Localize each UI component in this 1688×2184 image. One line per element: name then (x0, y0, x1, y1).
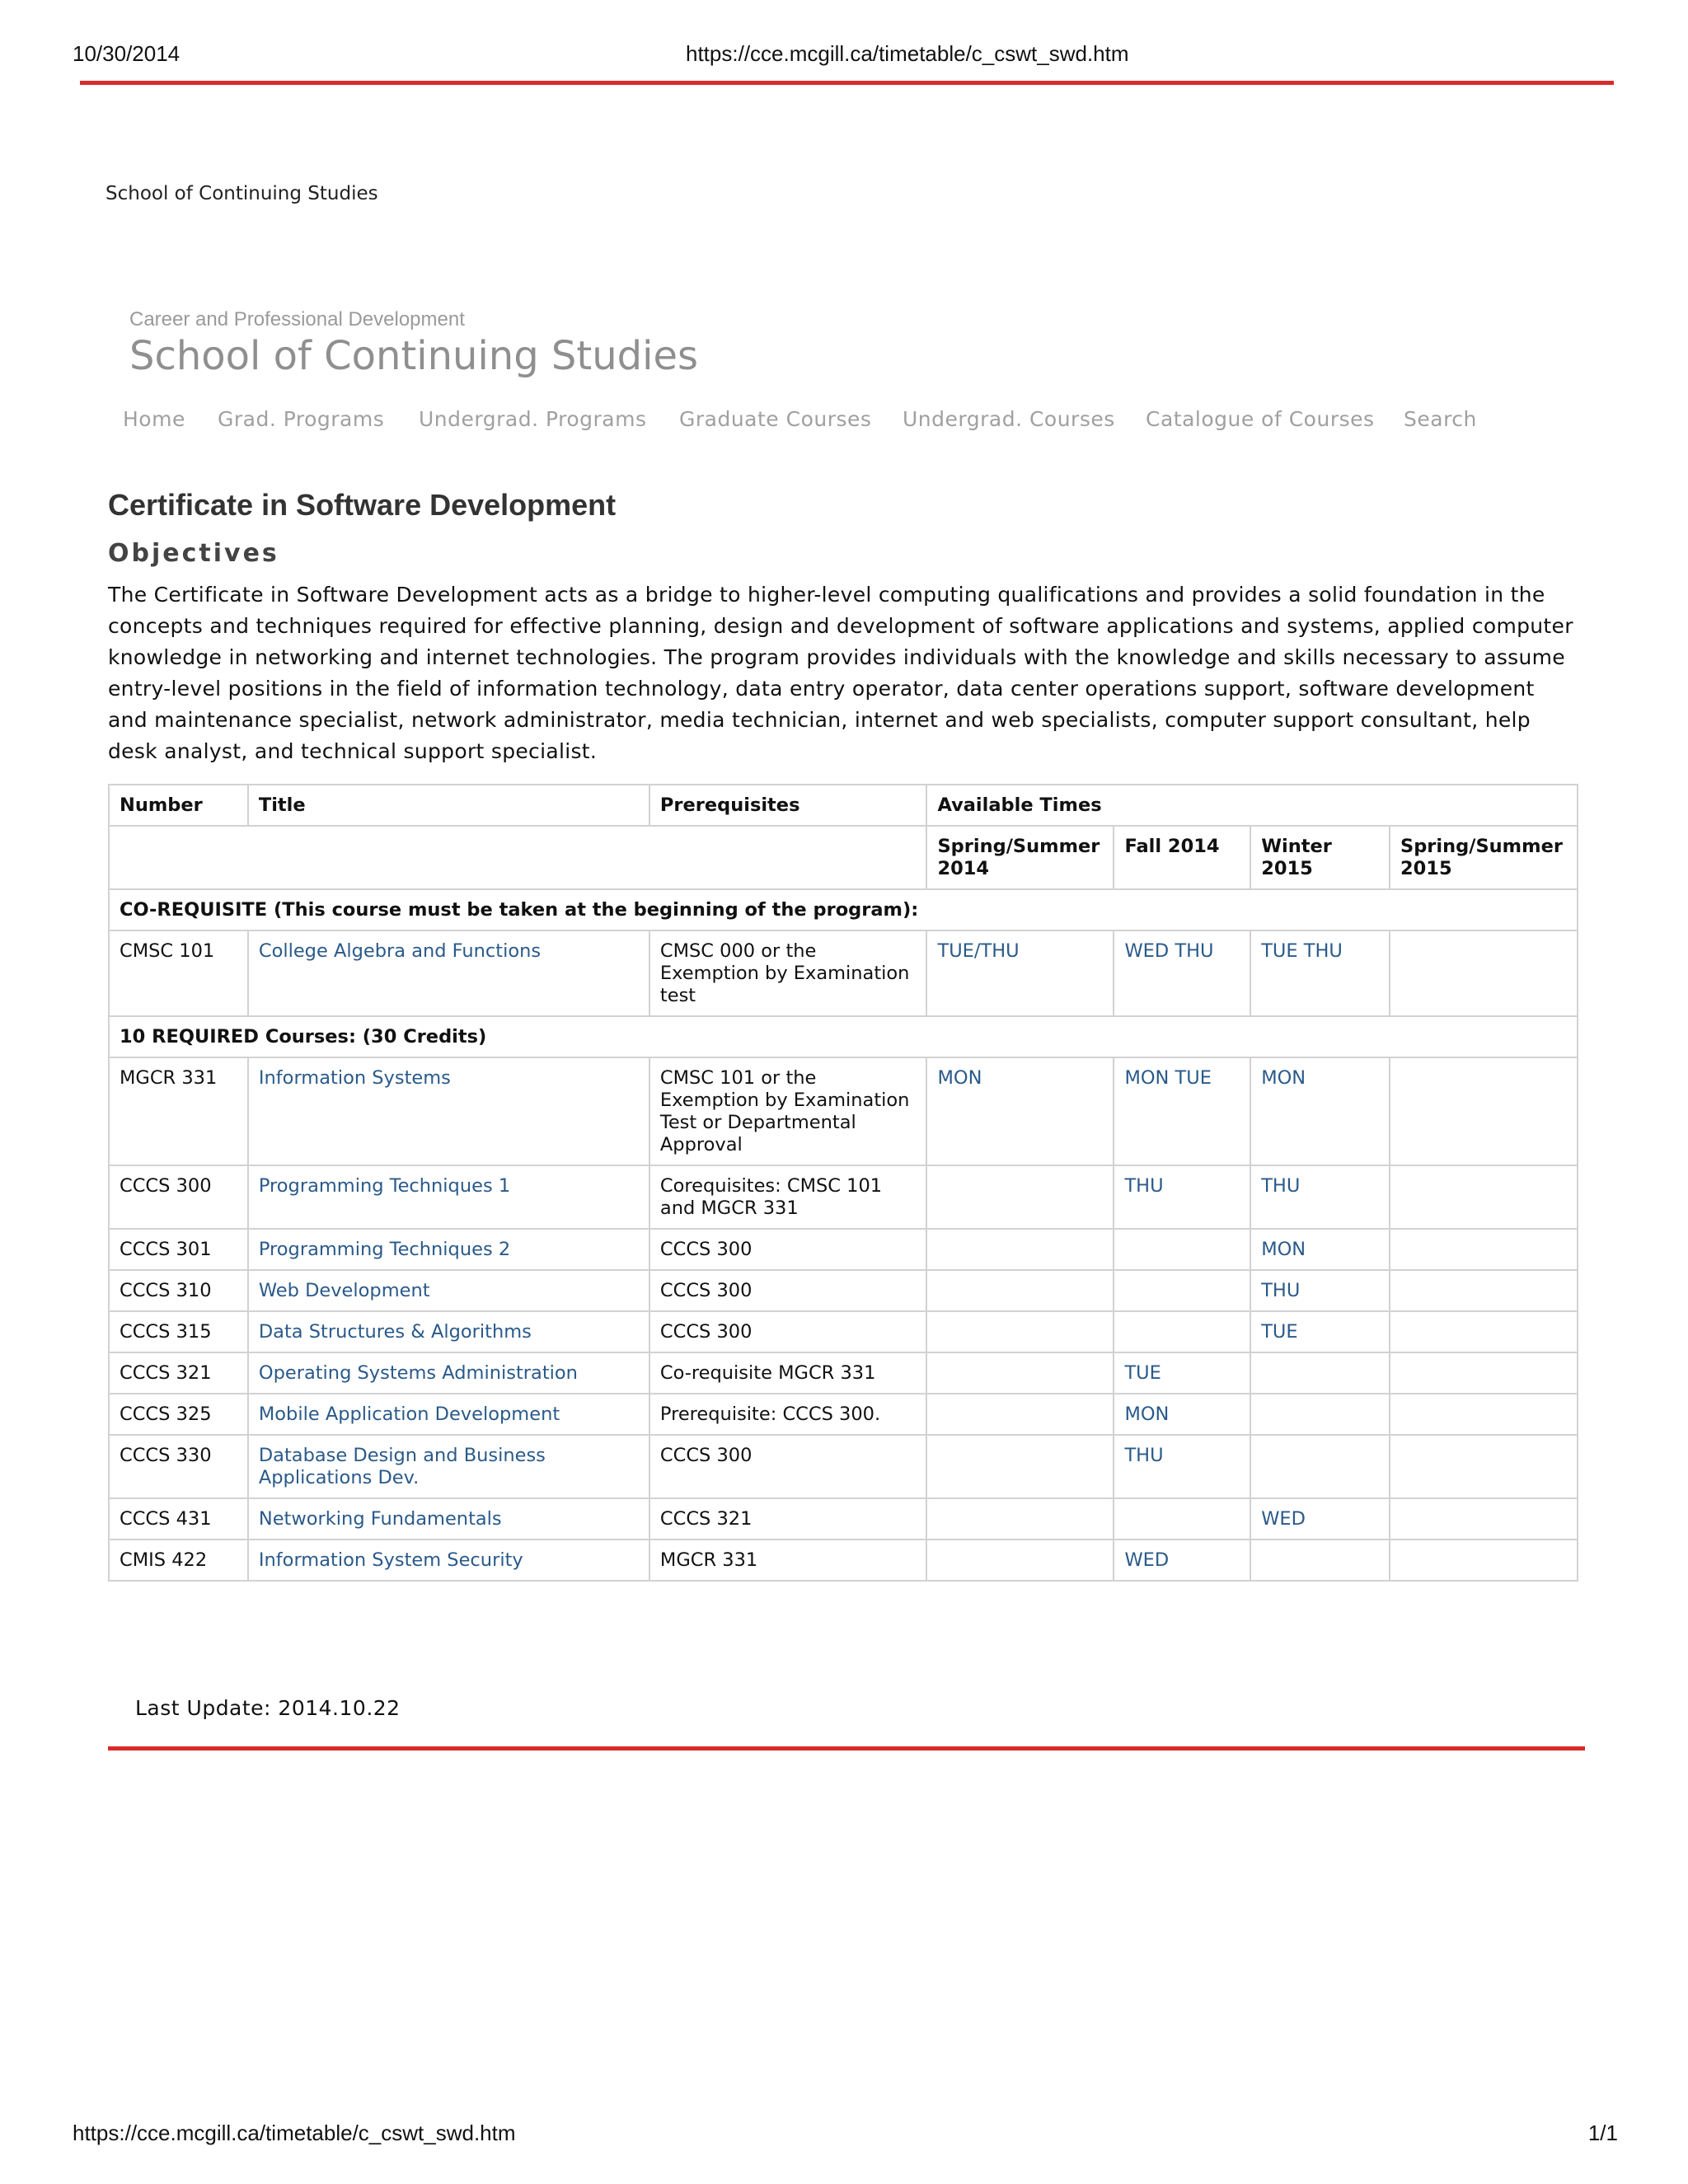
time-fall-2014-link[interactable]: THU (1124, 1175, 1164, 1197)
course-title-link[interactable]: Database Design and Business Applications Dev. (258, 1445, 546, 1488)
course-prerequisites: MGCR 331 (659, 1549, 758, 1571)
course-number: CCCS 310 (120, 1280, 212, 1301)
time-fall-2014-cell (1114, 1394, 1250, 1435)
time-winter-2015-cell (1250, 1394, 1390, 1435)
header-prerequisites: Prerequisites (649, 785, 927, 826)
time-winter-2015-link[interactable]: THU (1261, 1175, 1301, 1197)
course-number-cell (109, 1352, 248, 1394)
time-winter-2015-cell (1250, 1435, 1390, 1498)
course-number: CCCS 321 (120, 1362, 212, 1384)
course-prerequisites-cell (649, 1394, 927, 1435)
course-prerequisites: CCCS 300 (659, 1280, 753, 1301)
course-number-cell (109, 1435, 248, 1498)
time-winter-2015-cell (1250, 1498, 1390, 1540)
term-header-row (109, 826, 1578, 889)
course-number-cell (109, 1498, 248, 1540)
course-title-link[interactable]: Programming Techniques 1 (258, 1175, 511, 1197)
time-spring-summer-2014-cell (926, 930, 1114, 1016)
time-fall-2014-cell (1114, 1165, 1250, 1229)
course-number: CCCS 315 (120, 1321, 212, 1343)
course-title-link[interactable]: Web Development (258, 1280, 430, 1301)
course-prerequisites-cell (649, 1165, 927, 1229)
course-title-link[interactable]: Information System Security (258, 1549, 523, 1571)
course-number: CCCS 301 (120, 1239, 212, 1260)
page-title: Certificate in Software Development (108, 488, 617, 522)
objectives-text: The Certificate in Software Development acts as a bridge to higher-level computing qualifications and provides a solid foundation in the concepts and techniques required for effective planning, design and development of software applications and systems, applied computer knowledge in networking and internet technologies. The program provides individuals with the knowledge and skills necessary to assume entry-level positions in the field of information technology, data entry operator, data center operations support, software development and maintenance specialist, network administrator, media technician, internet and web specialists, computer support consultant, help desk analyst, and technical support specialist. (108, 583, 1573, 763)
course-prerequisites: Corequisites: CMSC 101 and MGCR 331 (659, 1175, 883, 1219)
nav-home[interactable]: Home (123, 407, 185, 431)
course-number-cell (109, 930, 248, 1016)
course-prerequisites-cell (649, 1435, 927, 1498)
time-spring-summer-2014-cell (926, 1270, 1114, 1311)
footer-url: https://cce.mcgill.ca/timetable/c_cswt_swd.htm (73, 2121, 516, 2145)
nav-undergrad-programs[interactable]: Undergrad. Programs (419, 407, 647, 431)
course-prerequisites: Co-requisite MGCR 331 (659, 1362, 876, 1384)
objectives-heading: Objectives (108, 539, 279, 568)
nav-search[interactable]: Search (1404, 407, 1477, 431)
required-heading-row (109, 1016, 1578, 1057)
time-fall-2014-cell (1114, 1057, 1250, 1165)
course-number: MGCR 331 (120, 1067, 218, 1089)
time-winter-2015-link[interactable]: TUE (1261, 1321, 1298, 1343)
header-number: Number (109, 785, 248, 826)
term-spring-summer-2014: Spring/Summer 2014 (926, 826, 1114, 889)
time-winter-2015-cell (1250, 1311, 1390, 1352)
print-url: https://cce.mcgill.ca/timetable/c_cswt_swd.htm (686, 41, 1129, 66)
time-winter-2015-link[interactable]: WED (1261, 1508, 1306, 1530)
course-number: CMSC 101 (120, 940, 215, 962)
course-title-link[interactable]: Data Structures & Algorithms (258, 1321, 532, 1343)
coreq-heading: CO-REQUISITE (This course must be taken at the beginning of the program): (109, 889, 1578, 930)
course-title-cell (248, 1229, 649, 1270)
time-spring-summer-2015-cell (1390, 1498, 1578, 1540)
coreq-heading-row (109, 889, 1578, 930)
time-winter-2015-link[interactable]: TUE THU (1261, 940, 1343, 962)
course-title-cell (248, 1165, 649, 1229)
course-number-cell (109, 1394, 248, 1435)
table-row (109, 1394, 1578, 1435)
time-spring-summer-2014-link[interactable]: MON (937, 1067, 982, 1089)
course-number-cell (109, 1311, 248, 1352)
course-number: CCCS 431 (120, 1508, 212, 1530)
time-fall-2014-cell (1114, 1229, 1250, 1270)
term-fall-2014: Fall 2014 (1114, 826, 1250, 889)
course-prerequisites-cell (649, 1270, 927, 1311)
course-prerequisites-cell (649, 1057, 927, 1165)
time-spring-summer-2015-cell (1390, 1165, 1578, 1229)
course-number: CCCS 330 (120, 1445, 212, 1466)
time-fall-2014-link[interactable]: MON (1124, 1404, 1170, 1425)
course-title-cell (248, 1435, 649, 1498)
table-header-row (109, 785, 1578, 826)
course-prerequisites: CCCS 300 (659, 1445, 753, 1466)
course-number-cell (109, 1165, 248, 1229)
time-spring-summer-2014-cell (926, 1540, 1114, 1581)
course-title-cell (248, 1352, 649, 1394)
breadcrumb[interactable]: Career and Professional Development (129, 308, 465, 330)
course-prerequisites: CMSC 101 or the Exemption by Examination Test or Departmental Approval (659, 1067, 910, 1155)
nav-catalogue[interactable]: Catalogue of Courses (1146, 407, 1375, 431)
course-prerequisites: CCCS 321 (659, 1508, 753, 1530)
time-spring-summer-2014-cell (926, 1394, 1114, 1435)
time-fall-2014-link[interactable]: TUE (1124, 1362, 1161, 1384)
table-row (109, 1311, 1578, 1352)
nav-undergrad-courses[interactable]: Undergrad. Courses (903, 407, 1115, 431)
time-fall-2014-cell (1114, 1540, 1250, 1581)
header-title: Title (248, 785, 649, 826)
time-spring-summer-2015-cell (1390, 1311, 1578, 1352)
course-number-cell (109, 1057, 248, 1165)
course-title-cell (248, 1057, 649, 1165)
table-row (109, 1352, 1578, 1394)
time-fall-2014-link[interactable]: WED (1124, 1549, 1170, 1571)
time-spring-summer-2015-cell (1390, 1229, 1578, 1270)
table-row (109, 930, 1578, 1016)
time-fall-2014-cell (1114, 1498, 1250, 1540)
course-number: CCCS 300 (120, 1175, 212, 1197)
term-spacer (109, 826, 926, 889)
header-available-times: Available Times (926, 785, 1578, 826)
time-spring-summer-2015-cell (1390, 1057, 1578, 1165)
table-row (109, 1057, 1578, 1165)
time-fall-2014-cell (1114, 1311, 1250, 1352)
time-spring-summer-2015-cell (1390, 1435, 1578, 1498)
course-number-cell (109, 1540, 248, 1581)
course-prerequisites-cell (649, 1540, 927, 1581)
time-spring-summer-2015-cell (1390, 1394, 1578, 1435)
course-prerequisites-cell (649, 1498, 927, 1540)
table-row (109, 1498, 1578, 1540)
time-winter-2015-cell (1250, 1057, 1390, 1165)
course-prerequisites-cell (649, 1352, 927, 1394)
nav-grad-programs[interactable]: Grad. Programs (218, 407, 385, 431)
school-title[interactable]: School of Continuing Studies (129, 333, 698, 379)
time-spring-summer-2014-cell (926, 1057, 1114, 1165)
time-fall-2014-cell (1114, 930, 1250, 1016)
table-row (109, 1540, 1578, 1581)
course-title-cell (248, 1394, 649, 1435)
table-row (109, 1435, 1578, 1498)
term-spring-summer-2015: Spring/Summer 2015 (1390, 826, 1578, 889)
bottom-divider (108, 1746, 1585, 1750)
time-spring-summer-2015-cell (1390, 1352, 1578, 1394)
course-title-cell (248, 1311, 649, 1352)
time-fall-2014-link[interactable]: MON TUE (1124, 1067, 1212, 1089)
course-prerequisites: Prerequisite: CCCS 300. (659, 1404, 881, 1425)
print-footer (73, 2121, 1618, 2147)
course-title-cell (248, 1498, 649, 1540)
nav-graduate-courses[interactable]: Graduate Courses (679, 407, 872, 431)
time-spring-summer-2014-cell (926, 1311, 1114, 1352)
course-title-link[interactable]: Programming Techniques 2 (258, 1239, 511, 1260)
time-winter-2015-cell (1250, 1540, 1390, 1581)
last-update: Last Update: 2014.10.22 (135, 1696, 401, 1720)
time-winter-2015-link[interactable]: THU (1261, 1280, 1301, 1301)
course-prerequisites: CCCS 300 (659, 1239, 753, 1260)
time-winter-2015-cell (1250, 1165, 1390, 1229)
course-prerequisites-cell (649, 1311, 927, 1352)
time-spring-summer-2015-cell (1390, 1540, 1578, 1581)
time-spring-summer-2015-cell (1390, 1270, 1578, 1311)
top-divider (80, 81, 1614, 85)
site-label: School of Continuing Studies (106, 183, 378, 204)
page-count: 1/1 (1587, 2121, 1618, 2145)
print-header (73, 41, 1615, 68)
course-table (108, 784, 1578, 1582)
table-row (109, 1165, 1578, 1229)
table-row (109, 1270, 1578, 1311)
course-prerequisites-cell (649, 930, 927, 1016)
course-prerequisites: CCCS 300 (659, 1321, 753, 1343)
time-winter-2015-link[interactable]: MON (1261, 1067, 1306, 1089)
course-number-cell (109, 1270, 248, 1311)
time-fall-2014-link[interactable]: WED THU (1124, 940, 1214, 962)
course-title-link[interactable]: Information Systems (258, 1067, 451, 1089)
course-title-link[interactable]: Operating Systems Administration (258, 1362, 578, 1384)
time-winter-2015-cell (1250, 930, 1390, 1016)
time-winter-2015-cell (1250, 1229, 1390, 1270)
time-fall-2014-cell (1114, 1435, 1250, 1498)
time-fall-2014-link[interactable]: THU (1124, 1445, 1164, 1466)
time-spring-summer-2014-cell (926, 1165, 1114, 1229)
course-title-link[interactable]: College Algebra and Functions (258, 940, 542, 962)
time-spring-summer-2014-link[interactable]: TUE/THU (937, 940, 1020, 962)
time-winter-2015-link[interactable]: MON (1261, 1239, 1306, 1260)
time-winter-2015-cell (1250, 1352, 1390, 1394)
time-fall-2014-cell (1114, 1270, 1250, 1311)
time-fall-2014-cell (1114, 1352, 1250, 1394)
course-prerequisites-cell (649, 1229, 927, 1270)
course-number: CMIS 422 (120, 1549, 208, 1571)
required-heading: 10 REQUIRED Courses: (30 Credits) (109, 1016, 1578, 1057)
course-number-cell (109, 1229, 248, 1270)
term-winter-2015: Winter 2015 (1250, 826, 1390, 889)
time-winter-2015-cell (1250, 1270, 1390, 1311)
time-spring-summer-2014-cell (926, 1435, 1114, 1498)
course-prerequisites: CMSC 000 or the Exemption by Examination test (659, 940, 910, 1006)
course-title-cell (248, 1540, 649, 1581)
course-title-cell (248, 1270, 649, 1311)
time-spring-summer-2014-cell (926, 1352, 1114, 1394)
time-spring-summer-2014-cell (926, 1229, 1114, 1270)
print-date: 10/30/2014 (73, 41, 181, 66)
time-spring-summer-2014-cell (926, 1498, 1114, 1540)
course-title-link[interactable]: Networking Fundamentals (258, 1508, 502, 1530)
course-title-link[interactable]: Mobile Application Development (258, 1404, 560, 1425)
time-spring-summer-2015-cell (1390, 930, 1578, 1016)
course-number: CCCS 325 (120, 1404, 212, 1425)
course-title-cell (248, 930, 649, 1016)
table-row (109, 1229, 1578, 1270)
